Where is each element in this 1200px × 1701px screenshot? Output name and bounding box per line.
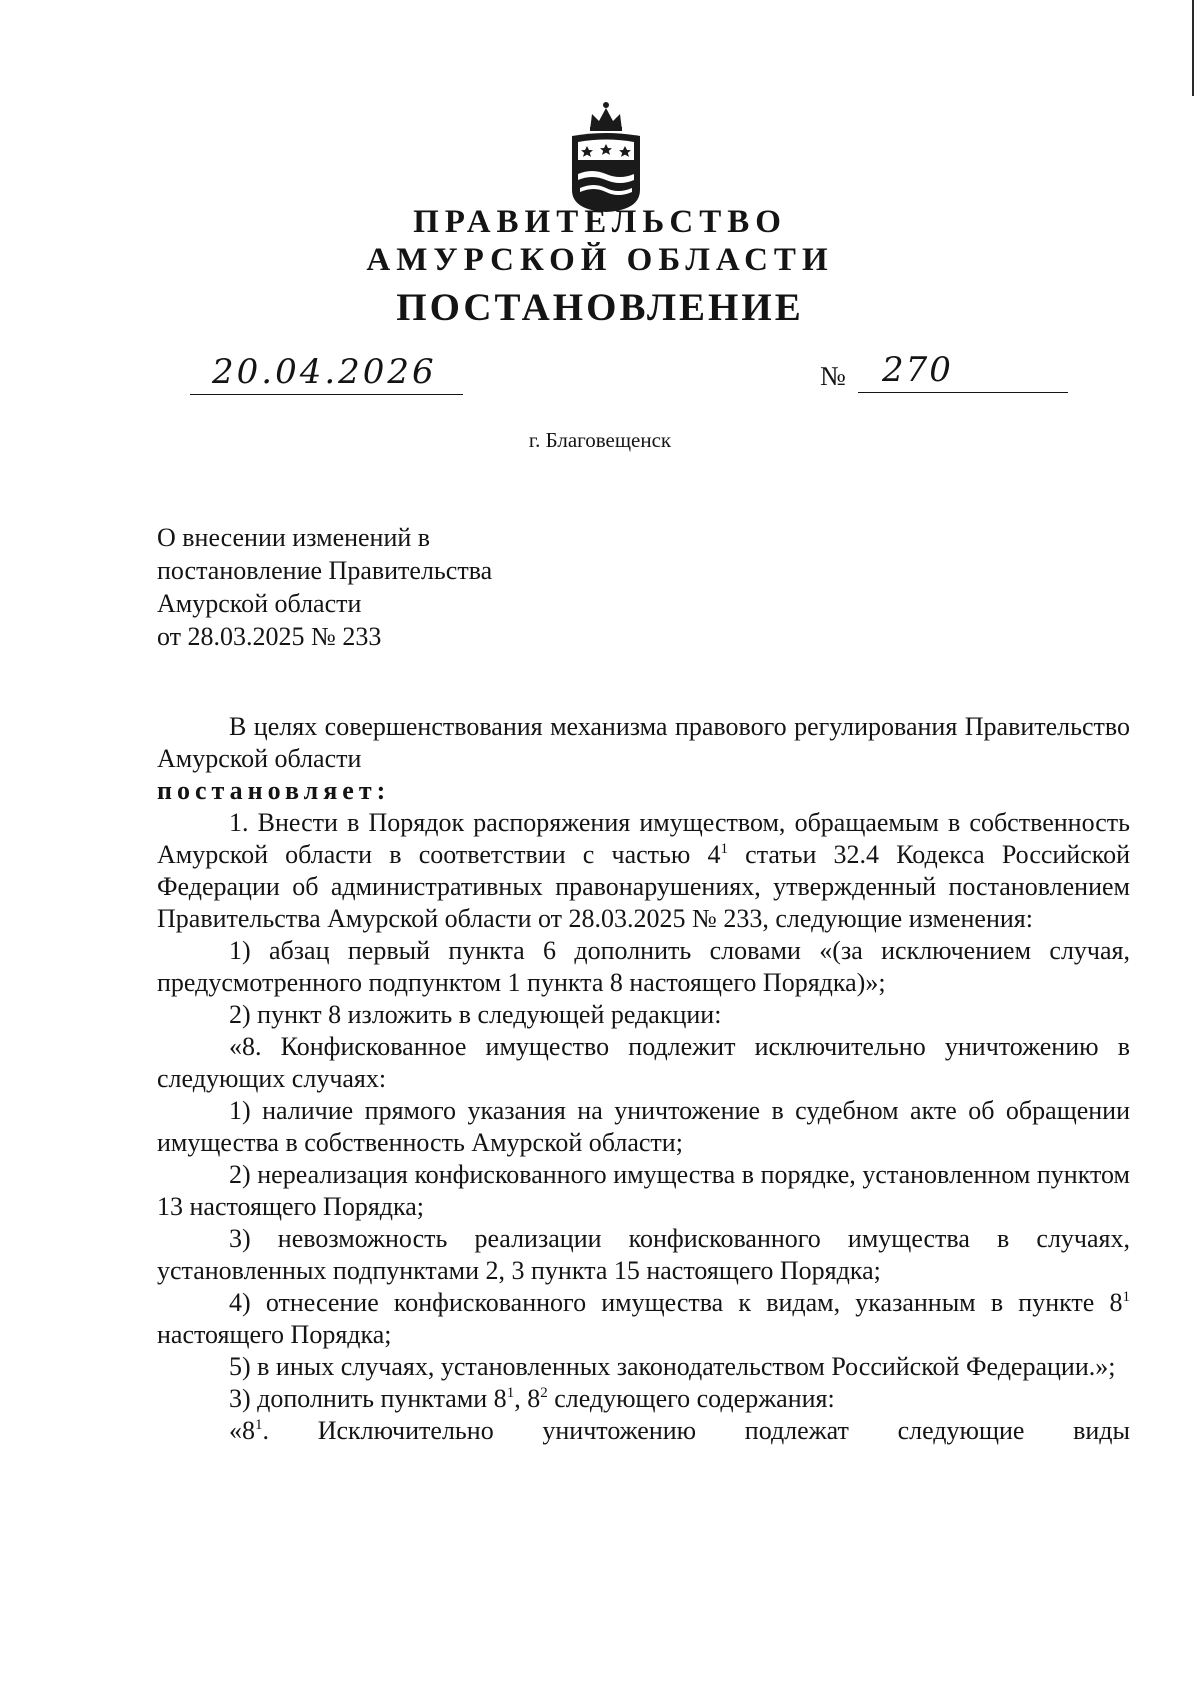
org-name-line1: ПРАВИТЕЛЬСТВО <box>413 204 787 240</box>
subpoint-3: 3) невозможность реализации конфискованного имущества в случаях, установленных подпунктами 2, 3 пункта 15 настоящего Порядка; <box>157 1224 1130 1285</box>
subject-line: Амурской области <box>157 589 362 618</box>
place-of-issue: г. Благовещенск <box>528 428 672 452</box>
superscript: 1 <box>506 1385 515 1401</box>
change-1: 1) абзац первый пункта 6 дополнить словами «(за исключением случая, предусмотренного подпунктом 1 пункта 8 настоящего Порядка)»; <box>157 936 1130 997</box>
superscript: 2 <box>540 1385 548 1401</box>
superscript: 1 <box>255 1417 263 1433</box>
number-underline <box>858 392 1068 393</box>
clause-1 <box>157 807 1130 935</box>
document-date: 20.04.2026 <box>212 352 437 392</box>
subpoint-4-text-cont: настоящего Порядка; <box>157 1320 392 1349</box>
point-8-1-text: «8 <box>229 1416 255 1445</box>
subpoint-4-text: 4) отнесение конфискованного имущества к видам, указанным в пункте 8 <box>229 1288 1123 1317</box>
superscript: 1 <box>1122 1289 1130 1305</box>
subpoint-1: 1) наличие прямого указания на уничтожение в судебном акте об обращении имущества в собственность Амурской области; <box>157 1096 1130 1157</box>
change-3-text-cont: , 8 <box>514 1384 541 1413</box>
change-3 <box>157 1383 1130 1415</box>
page-edge-mark <box>1192 0 1194 96</box>
subject-line: постановление Правительства <box>157 556 493 585</box>
subject-line: от 28.03.2025 № 233 <box>157 622 382 651</box>
subpoint-5: 5) в иных случаях, установленных законодательством Российской Федерации.»; <box>229 1352 1116 1381</box>
point-8: «8. Конфискованное имущество подлежит исключительно уничтожению в следующих случаях: <box>157 1032 1130 1093</box>
intro-paragraph: В целях совершенствования механизма правового регулирования Правительство Амурской области <box>157 712 1130 773</box>
subpoint-4 <box>157 1287 1130 1351</box>
superscript: 1 <box>720 841 728 857</box>
document-type: ПОСТАНОВЛЕНИЕ <box>396 286 804 329</box>
subpoint-2: 2) нереализация конфискованного имущества в порядке, установленном пунктом 13 настоящего Порядка; <box>157 1160 1130 1221</box>
change-3-text: 3) дополнить пунктами 8 <box>229 1384 507 1413</box>
org-name-line2: АМУРСКОЙ ОБЛАСТИ <box>366 242 834 278</box>
document-subject <box>157 521 492 653</box>
number-sign: № <box>820 361 846 391</box>
document-number: 270 <box>882 350 953 390</box>
date-underline <box>190 394 463 395</box>
change-3-text-end: следующего содержания: <box>547 1384 835 1413</box>
point-8-1-text-cont: . Исключительно уничтожению подлежат следующие виды <box>262 1416 1130 1445</box>
change-2: 2) пункт 8 изложить в следующей редакции: <box>229 1000 722 1029</box>
clause-1-text: 1. Внести в Порядок распоряжения имуществом, обращаемым в собственность Амурской области в соответствии с частью 4 <box>157 808 1130 869</box>
coat-of-arms-icon <box>566 96 646 214</box>
clause-1-text-cont: статьи 32.4 Кодекса Российской Федерации об административных правонарушениях, утвержденный постановлением Правительства Амурской области от 28.03.2025 № 233, следующие изменения: <box>157 840 1130 933</box>
point-8-1 <box>157 1415 1130 1447</box>
subject-line: О внесении изменений в <box>157 523 431 552</box>
document-body <box>157 711 1130 1447</box>
resolves-heading: постановляет: <box>157 776 391 805</box>
